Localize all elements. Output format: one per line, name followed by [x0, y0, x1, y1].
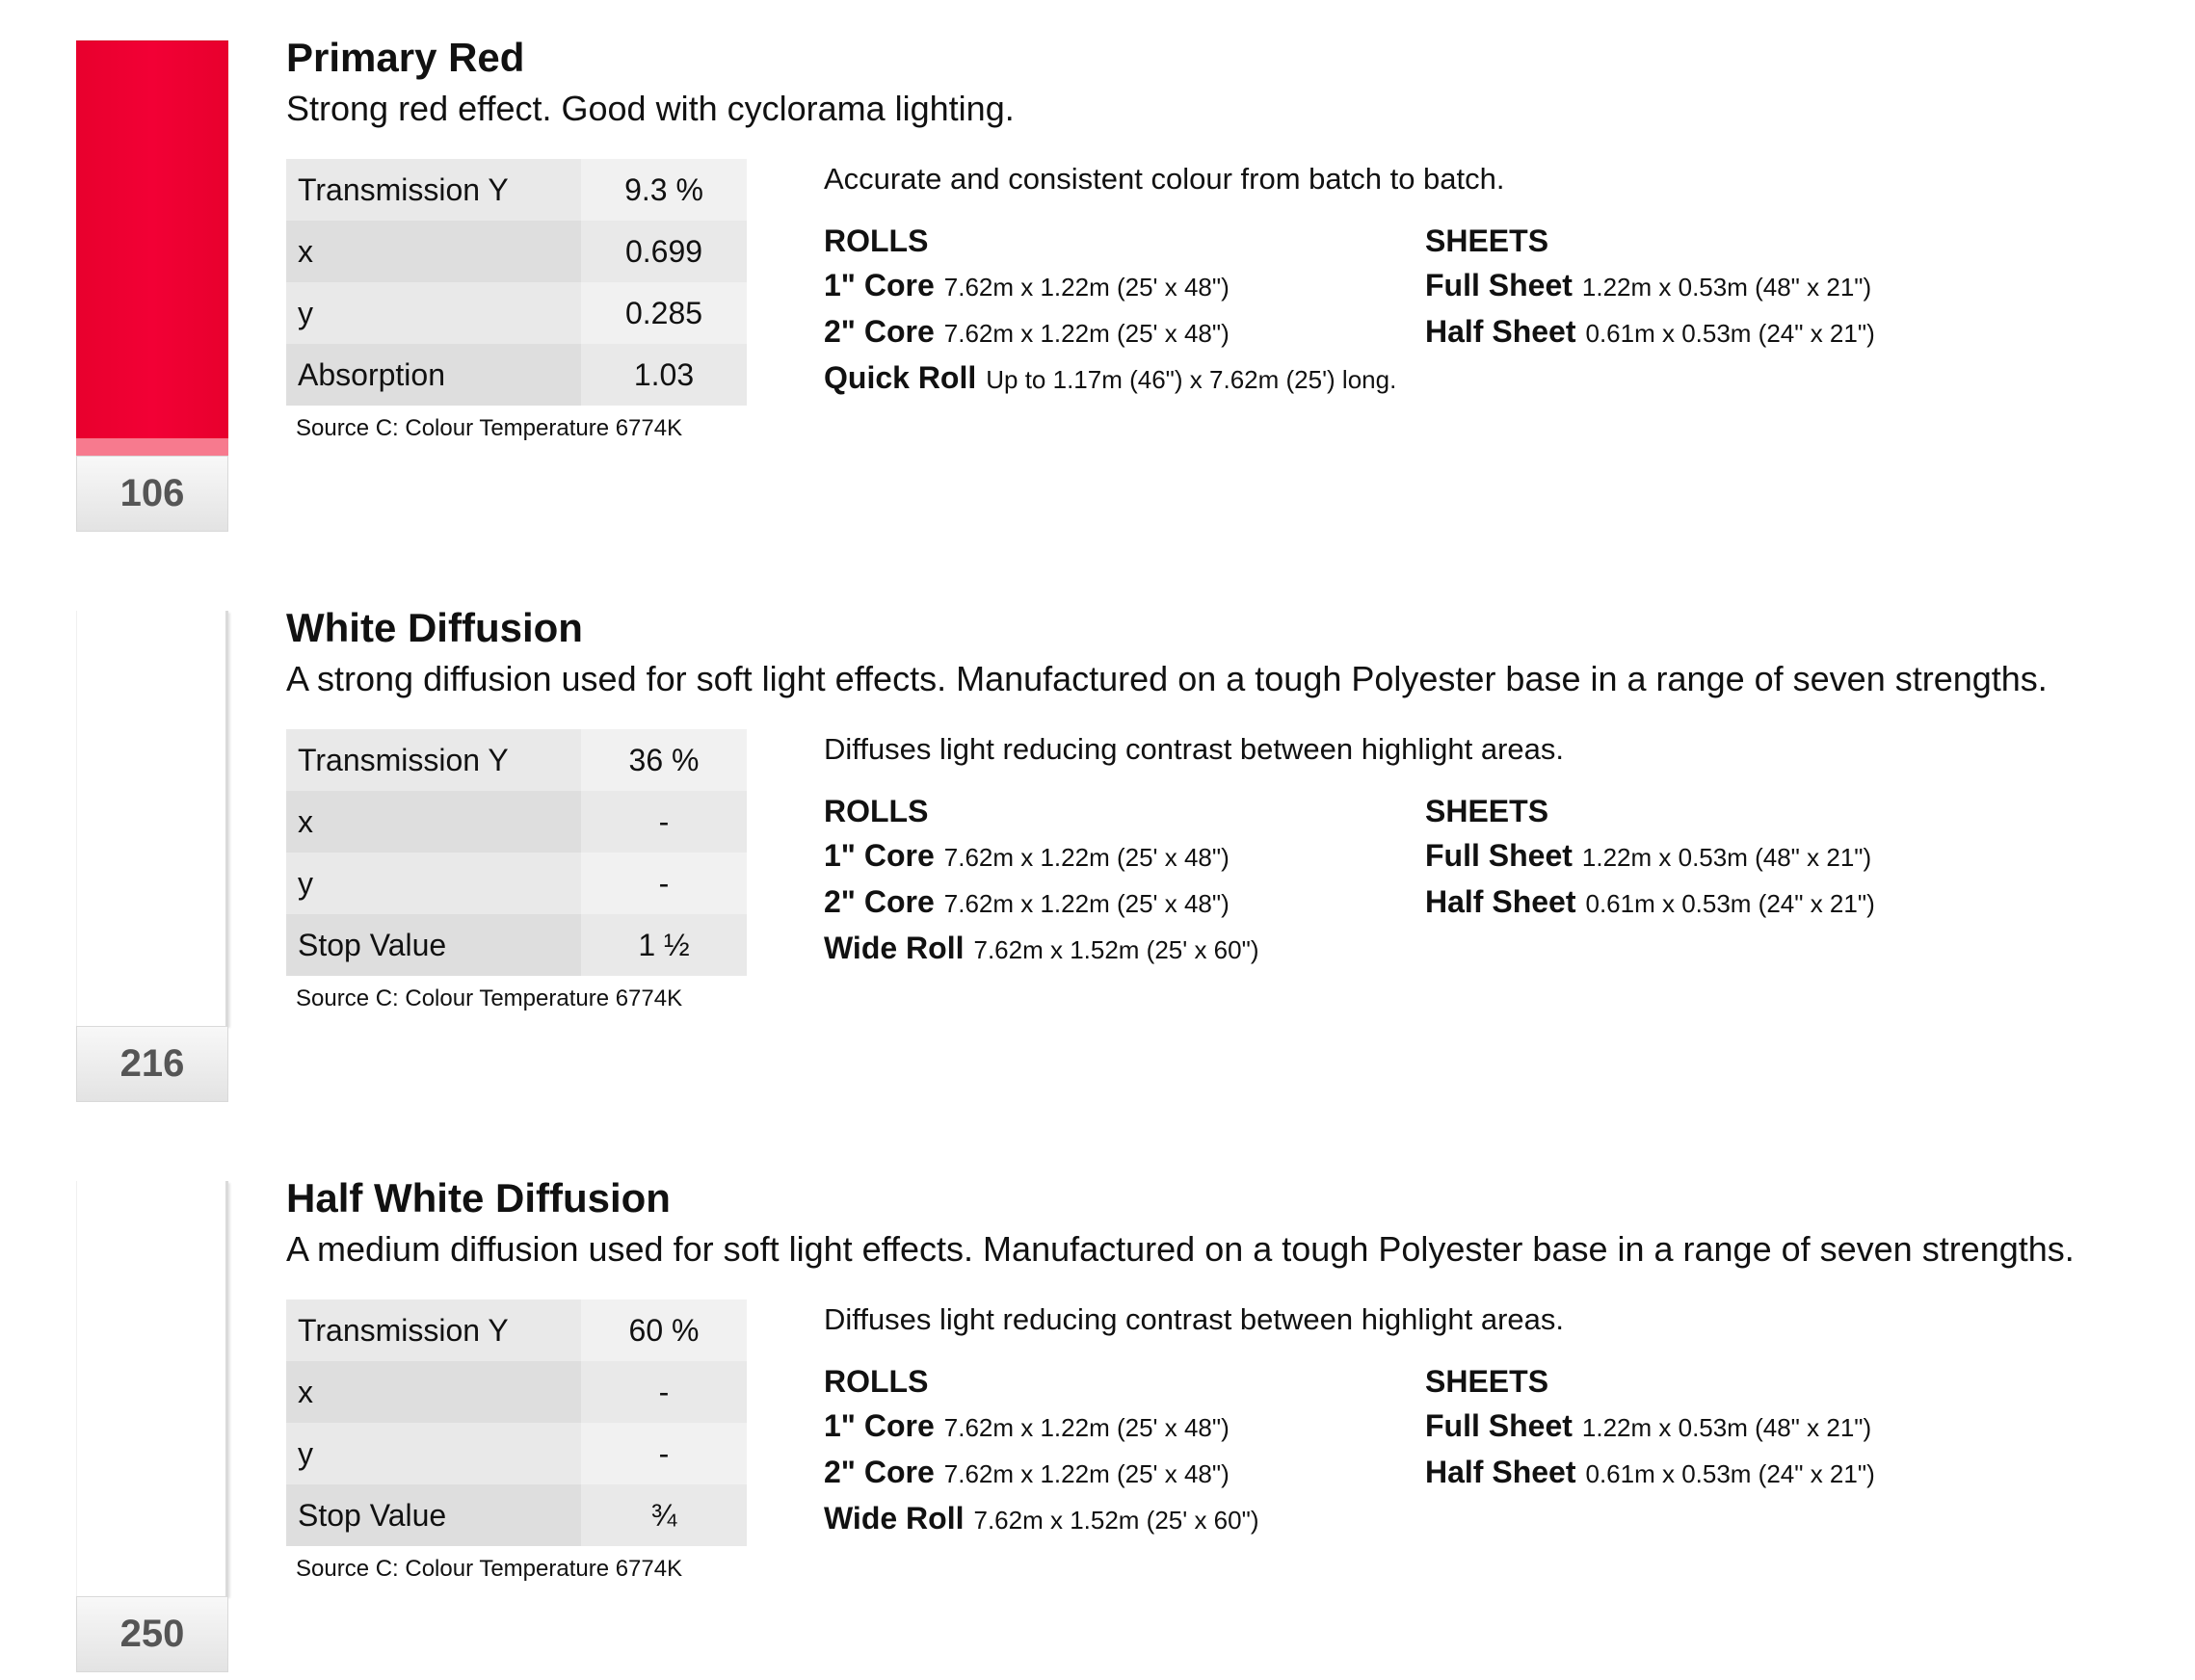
- size-dimensions: 1.22m x 0.53m (48" x 21"): [1581, 1413, 1872, 1442]
- spec-table: [286, 1299, 747, 1546]
- filter-number: 106: [76, 456, 228, 532]
- spec-value: -: [581, 1361, 747, 1423]
- swatch-highlight-band: [76, 438, 228, 456]
- size-dimensions: 7.62m x 1.22m (25' x 48"): [943, 843, 1230, 872]
- size-name: 1" Core: [824, 838, 935, 873]
- size-name: Half Sheet: [1425, 884, 1576, 919]
- size-name: Wide Roll: [824, 1501, 965, 1536]
- size-dimensions: 7.62m x 1.22m (25' x 48"): [943, 1413, 1230, 1442]
- spec-row: [286, 914, 747, 976]
- spec-label: y: [286, 853, 581, 914]
- roll-size-row: [824, 931, 1258, 966]
- product-description: A strong diffusion used for soft light effects. Manufactured on a tough Polyester base in a range of seven strengths.: [286, 659, 2048, 698]
- spec-label: x: [286, 791, 581, 853]
- spec-row: [286, 1423, 747, 1484]
- size-name: Half Sheet: [1425, 1455, 1576, 1489]
- spec-value: -: [581, 1423, 747, 1484]
- spec-label: y: [286, 1423, 581, 1484]
- source-note: Source C: Colour Temperature 6774K: [296, 415, 683, 441]
- spec-label: Transmission Y: [286, 729, 581, 791]
- spec-row: [286, 1361, 747, 1423]
- rolls-heading: ROLLS: [824, 223, 929, 258]
- product-note: Accurate and consistent colour from batch to batch.: [824, 162, 1505, 196]
- rolls-heading: ROLLS: [824, 1364, 929, 1399]
- sheet-size-row: [1425, 884, 1875, 920]
- product-note: Diffuses light reducing contrast between highlight areas.: [824, 732, 1564, 766]
- swatch-colour-fill: [76, 1181, 228, 1596]
- spec-label: Absorption: [286, 344, 581, 406]
- size-dimensions: 7.62m x 1.22m (25' x 48"): [943, 319, 1230, 348]
- product-description: Strong red effect. Good with cyclorama lighting.: [286, 89, 1015, 128]
- spec-label: Transmission Y: [286, 159, 581, 221]
- size-dimensions: 1.22m x 0.53m (48" x 21"): [1581, 273, 1872, 302]
- spec-label: Stop Value: [286, 1484, 581, 1546]
- spec-label: y: [286, 282, 581, 344]
- size-dimensions: 0.61m x 0.53m (24" x 21"): [1585, 1459, 1875, 1488]
- spec-row: [286, 853, 747, 914]
- size-name: Half Sheet: [1425, 314, 1576, 349]
- size-dimensions: 0.61m x 0.53m (24" x 21"): [1585, 319, 1875, 348]
- roll-size-row: [824, 1501, 1258, 1536]
- spec-row: [286, 729, 747, 791]
- sheets-heading: SHEETS: [1425, 1364, 1549, 1399]
- spec-value: 60 %: [581, 1299, 747, 1361]
- roll-size-row: [824, 838, 1230, 874]
- size-dimensions: 7.62m x 1.52m (25' x 60"): [973, 1506, 1259, 1535]
- size-dimensions: 0.61m x 0.53m (24" x 21"): [1585, 889, 1875, 918]
- size-dimensions: 7.62m x 1.22m (25' x 48"): [943, 273, 1230, 302]
- roll-size-row: [824, 314, 1230, 350]
- sheet-size-row: [1425, 314, 1875, 350]
- size-dimensions: 7.62m x 1.22m (25' x 48"): [943, 1459, 1230, 1488]
- colour-swatch: [76, 611, 228, 1102]
- swatch-colour-fill: [76, 40, 228, 439]
- spec-row: [286, 159, 747, 221]
- swatch-colour-fill: [76, 611, 228, 1026]
- roll-size-row: [824, 1408, 1230, 1444]
- spec-row: [286, 221, 747, 282]
- spec-label: x: [286, 221, 581, 282]
- product-description: A medium diffusion used for soft light effects. Manufactured on a tough Polyester base in a range of seven strengths.: [286, 1229, 2075, 1269]
- size-name: 2" Core: [824, 1455, 935, 1489]
- sheet-size-row: [1425, 1408, 1871, 1444]
- product-note: Diffuses light reducing contrast between highlight areas.: [824, 1302, 1564, 1336]
- spec-row: [286, 1484, 747, 1546]
- size-name: Full Sheet: [1425, 838, 1573, 873]
- product-entry-250: [0, 1141, 2195, 1680]
- size-dimensions: Up to 1.17m (46") x 7.62m (25') long.: [986, 365, 1397, 394]
- spec-row: [286, 344, 747, 406]
- product-title: Primary Red: [286, 35, 525, 80]
- roll-size-row: [824, 268, 1230, 303]
- colour-swatch: [76, 40, 228, 532]
- product-title: Half White Diffusion: [286, 1175, 671, 1221]
- spec-label: Stop Value: [286, 914, 581, 976]
- sheet-size-row: [1425, 268, 1871, 303]
- spec-label: x: [286, 1361, 581, 1423]
- size-name: Full Sheet: [1425, 1408, 1573, 1443]
- spec-label: Transmission Y: [286, 1299, 581, 1361]
- source-note: Source C: Colour Temperature 6774K: [296, 1556, 683, 1582]
- size-dimensions: 7.62m x 1.22m (25' x 48"): [943, 889, 1230, 918]
- spec-table: [286, 159, 747, 406]
- roll-size-row: [824, 884, 1230, 920]
- sheet-size-row: [1425, 838, 1871, 874]
- spec-value: -: [581, 853, 747, 914]
- colour-swatch: [76, 1181, 228, 1672]
- spec-value: 1.03: [581, 344, 747, 406]
- spec-row: [286, 791, 747, 853]
- size-name: 2" Core: [824, 884, 935, 919]
- product-entry-106: [0, 0, 2195, 539]
- filter-number: 216: [76, 1026, 228, 1102]
- roll-size-row: [824, 360, 1396, 396]
- size-name: Wide Roll: [824, 931, 965, 965]
- sheet-size-row: [1425, 1455, 1875, 1490]
- product-entry-216: [0, 570, 2195, 1110]
- spec-value: 1 ½: [581, 914, 747, 976]
- size-dimensions: 7.62m x 1.52m (25' x 60"): [973, 935, 1259, 964]
- spec-row: [286, 1299, 747, 1361]
- spec-value: 36 %: [581, 729, 747, 791]
- spec-value: ¾: [581, 1484, 747, 1546]
- rolls-heading: ROLLS: [824, 794, 929, 828]
- source-note: Source C: Colour Temperature 6774K: [296, 985, 683, 1011]
- sheets-heading: SHEETS: [1425, 223, 1549, 258]
- size-name: 1" Core: [824, 1408, 935, 1443]
- spec-value: 9.3 %: [581, 159, 747, 221]
- product-title: White Diffusion: [286, 605, 583, 650]
- size-dimensions: 1.22m x 0.53m (48" x 21"): [1581, 843, 1872, 872]
- sheets-heading: SHEETS: [1425, 794, 1549, 828]
- spec-value: -: [581, 791, 747, 853]
- spec-value: 0.699: [581, 221, 747, 282]
- size-name: 1" Core: [824, 268, 935, 302]
- filter-number: 250: [76, 1596, 228, 1672]
- roll-size-row: [824, 1455, 1230, 1490]
- size-name: Quick Roll: [824, 360, 977, 395]
- spec-table: [286, 729, 747, 976]
- size-name: 2" Core: [824, 314, 935, 349]
- spec-value: 0.285: [581, 282, 747, 344]
- size-name: Full Sheet: [1425, 268, 1573, 302]
- spec-row: [286, 282, 747, 344]
